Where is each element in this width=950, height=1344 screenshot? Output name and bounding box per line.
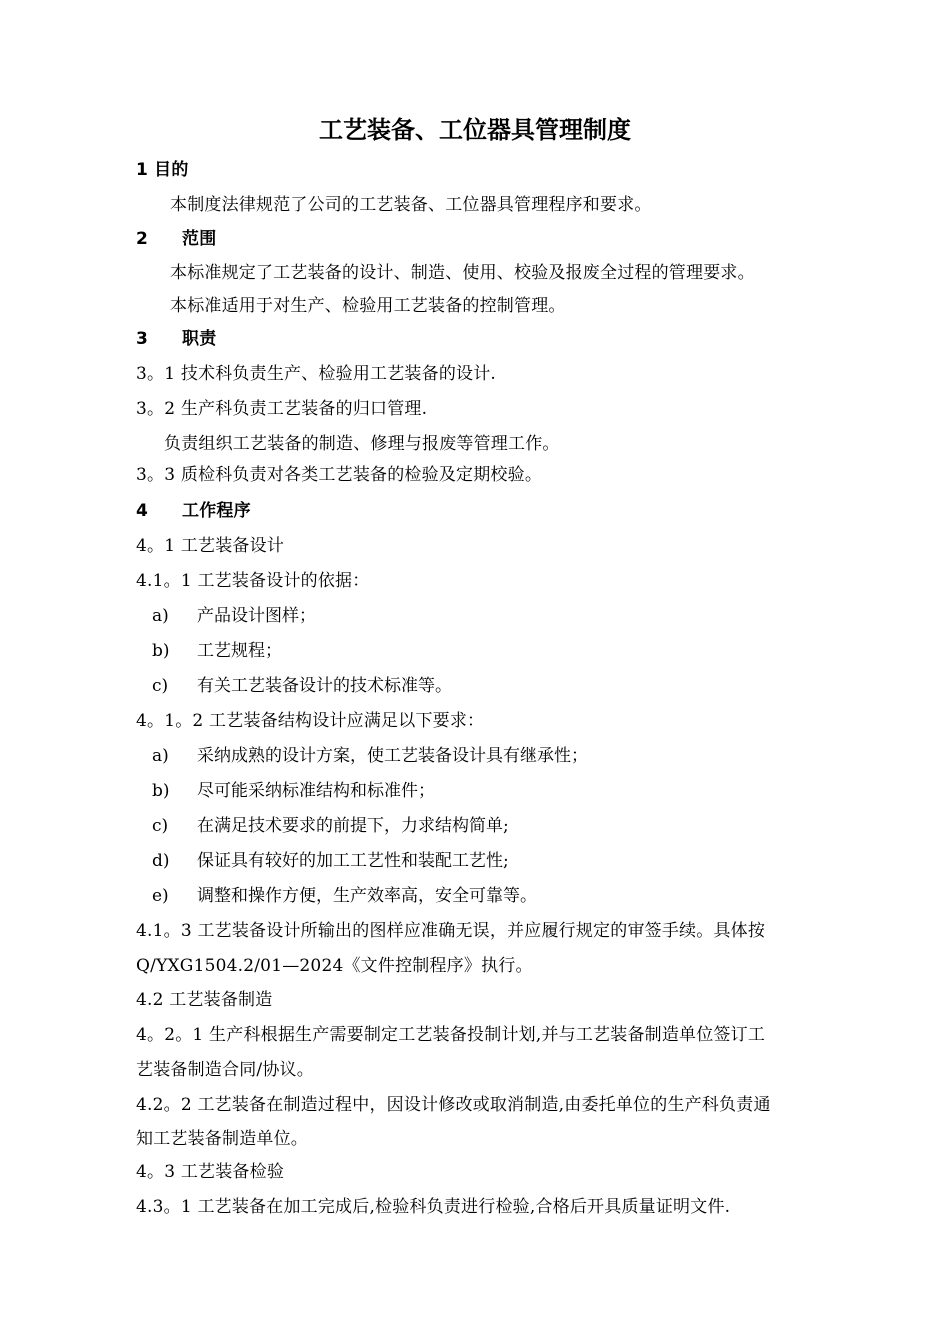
clause-3-1: 3。1 技术科负责生产、检验用工艺装备的设计. [136,364,497,384]
section-1-heading: 1 目的 [136,160,189,180]
section-2-text-2: 本标准适用于对生产、检验用工艺装备的控制管理。 [170,296,566,316]
clause-4-1-1: 4.1。1 工艺装备设计的依据： [136,571,370,591]
clause-4-1-2: 4。1。2 工艺装备结构设计应满足以下要求： [136,711,485,731]
section-4-number: 4 [136,501,149,521]
clause-4-1-3-line-2: Q/YXG1504.2/01—2024《文件控制程序》执行。 [136,956,533,976]
list-item-text: 有关工艺装备设计的技术标准等。 [197,676,452,696]
list-item-text: 工艺规程； [197,641,282,661]
list-item-marker: c) [152,676,169,696]
list-item-marker: d) [152,851,170,871]
list-item-marker: b) [152,641,170,661]
section-3-title: 职责 [182,329,217,349]
section-2-heading [136,227,841,251]
clause-3-2-detail: 负责组织工艺装备的制造、修理与报废等管理工作。 [164,434,560,454]
list-item-text: 采纳成熟的设计方案，使工艺装备设计具有继承性； [197,746,588,766]
clause-4-2-1-line-1: 4。2。1 生产科根据生产需要制定工艺装备投制计划,并与工艺装备制造单位签订工 [136,1025,766,1045]
clause-4-2: 4.2 工艺装备制造 [136,990,273,1010]
document-title: 工艺装备、工位器具管理制度 [319,116,631,144]
section-2-title: 范围 [182,229,217,249]
list-item-marker: a) [152,746,169,766]
list-item-marker: c) [152,816,169,836]
list-item-text: 保证具有较好的加工工艺性和装配工艺性; [197,851,509,871]
section-2-text-1: 本标准规定了工艺装备的设计、制造、使用、校验及报废全过程的管理要求。 [170,263,755,283]
clause-4-1-3-line-1: 4.1。3 工艺装备设计所输出的图样应准确无误，并应履行规定的审签手续。具体按 [136,921,766,941]
list-item-text: 产品设计图样； [197,606,316,626]
section-2-number: 2 [136,229,149,249]
list-item-text: 调整和操作方便，生产效率高，安全可靠等。 [197,886,537,906]
list-item-marker: a) [152,606,169,626]
section-1-text: 本制度法律规范了公司的工艺装备、工位器具管理程序和要求。 [170,195,652,215]
clause-3-3: 3。3 质检科负责对各类工艺装备的检验及定期校验。 [136,465,543,485]
section-3-number: 3 [136,329,149,349]
list-item-marker: b) [152,781,170,801]
clause-4-3-1: 4.3。1 工艺装备在加工完成后,检验科负责进行检验,合格后开具质量证明文件. [136,1197,731,1217]
clause-4-1: 4。1 工艺装备设计 [136,536,285,556]
clause-4-2-2-line-2: 知工艺装备制造单位。 [136,1129,308,1149]
clause-4-2-2-line-1: 4.2。2 工艺装备在制造过程中，因设计修改或取消制造,由委托单位的生产科负责通 [136,1095,771,1115]
clause-4-2-1-line-2: 艺装备制造合同/协议。 [136,1060,314,1080]
list-item-text: 尽可能采纳标准结构和标准件； [197,781,435,801]
section-4-title: 工作程序 [182,501,251,521]
section-4-heading [136,499,841,523]
list-item-marker: e) [152,886,169,906]
section-3-heading [136,327,841,351]
clause-4-3: 4。3 工艺装备检验 [136,1162,285,1182]
list-item-text: 在满足技术要求的前提下，力求结构简单; [197,816,509,836]
clause-3-2: 3。2 生产科负责工艺装备的归口管理. [136,399,428,419]
